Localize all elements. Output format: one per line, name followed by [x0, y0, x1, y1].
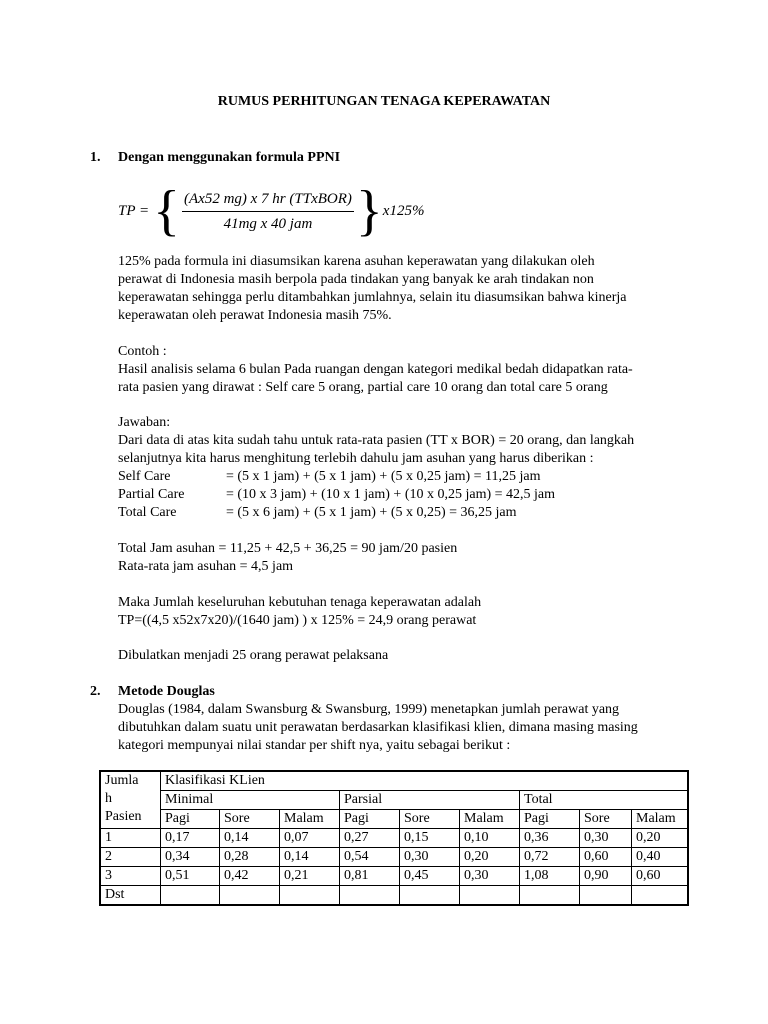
table-cell: 0,51 [161, 867, 220, 886]
table-cell [280, 886, 340, 906]
table-cell [632, 886, 689, 906]
table-header-jumlah-pasien: Jumla h Pasien [100, 771, 161, 829]
table-header-shift: Sore [400, 810, 460, 829]
contoh-label: Contoh : [118, 344, 167, 359]
table-row [100, 886, 688, 906]
document-title: RUMUS PERHITUNGAN TENAGA KEPERAWATAN [217, 94, 551, 109]
table-header-category: Total [520, 791, 689, 810]
section2-heading: Metode Douglas [118, 684, 215, 699]
table-header-category: Parsial [340, 791, 520, 810]
table-header-shift: Sore [580, 810, 632, 829]
table-cell: 0,15 [400, 829, 460, 848]
section1-number: 1. [90, 150, 101, 165]
table-cell: 0,40 [632, 848, 689, 867]
formula-fraction [182, 190, 354, 233]
table-header-category: Minimal [161, 791, 340, 810]
care-calc: = (5 x 6 jam) + (5 x 1 jam) + (5 x 0,25) = 36,25 jam [226, 505, 517, 520]
table-header-shift: Pagi [340, 810, 400, 829]
table-cell [460, 886, 520, 906]
total-line: Rata-rata jam asuhan = 4,5 jam [118, 559, 294, 574]
table-cell [520, 886, 580, 906]
care-calc: = (5 x 1 jam) + (5 x 1 jam) + (5 x 0,25 jam) = 11,25 jam [226, 469, 541, 484]
contoh-line: rata pasien yang dirawat : Self care 5 orang, partial care 10 orang dan total care 5 orang [118, 380, 608, 395]
table-cell [340, 886, 400, 906]
para1-line: 125% pada formula ini diasumsikan karena asuhan keperawatan yang dilakukan oleh [118, 254, 595, 269]
table-cell: 0,20 [460, 848, 520, 867]
table-header-shift: Malam [280, 810, 340, 829]
table-cell: 0,14 [220, 829, 280, 848]
maka-line: TP=((4,5 x52x7x20)/(1640 jam) ) x 125% = 24,9 orang perawat [118, 613, 477, 628]
table-cell: 0,81 [340, 867, 400, 886]
table-cell: 0,36 [520, 829, 580, 848]
table-cell: 0,30 [460, 867, 520, 886]
section2-line: kategori mempunyai nilai standar per shift nya, yaitu sebagai berikut : [118, 738, 511, 753]
formula-denominator: 41mg x 40 jam [223, 215, 313, 232]
table-header-shift: Pagi [520, 810, 580, 829]
table-cell: 0,42 [220, 867, 280, 886]
jawaban-label: Jawaban: [118, 415, 171, 430]
formula-lhs: TP = [118, 203, 150, 219]
table-cell: 0,30 [580, 829, 632, 848]
table-cell: 0,28 [220, 848, 280, 867]
table-cell [400, 886, 460, 906]
table-cell: 0,60 [632, 867, 689, 886]
para1-line: perawat di Indonesia masih berpola pada tindakan yang banyak ke arah tindakan non [118, 272, 594, 287]
table-cell: 1,08 [520, 867, 580, 886]
dibulatkan-line: Dibulatkan menjadi 25 orang perawat pelaksana [118, 648, 389, 663]
table-header-shift: Pagi [161, 810, 220, 829]
douglas-table [99, 770, 689, 906]
jawaban-line: Dari data di atas kita sudah tahu untuk rata-rata pasien (TT x BOR) = 20 orang, dan langkah [118, 433, 635, 448]
table-row [100, 848, 688, 867]
table-cell: 0,20 [632, 829, 689, 848]
ppni-formula [118, 180, 425, 242]
section2-number: 2. [90, 684, 101, 699]
jawaban-line: selanjutnya kita harus menghitung terlebih dahulu jam asuhan yang harus diberikan : [118, 451, 594, 466]
total-line: Total Jam asuhan = 11,25 + 42,5 + 36,25 = 90 jam/20 pasien [118, 541, 458, 556]
table-cell: 0,14 [280, 848, 340, 867]
table-cell: 0,90 [580, 867, 632, 886]
table-cell: 2 [100, 848, 161, 867]
table-row [100, 829, 688, 848]
table-cell: 0,10 [460, 829, 520, 848]
formula-numerator: (Ax52 mg) x 7 hr (TTxBOR) [182, 190, 354, 212]
table-cell [220, 886, 280, 906]
care-label: Self Care [118, 469, 171, 484]
table-cell: 0,27 [340, 829, 400, 848]
table-cell: 0,60 [580, 848, 632, 867]
table-cell: 0,30 [400, 848, 460, 867]
maka-line: Maka Jumlah keseluruhan kebutuhan tenaga keperawatan adalah [118, 595, 482, 610]
section2-line: dibutuhkan dalam suatu unit perawatan berdasarkan klasifikasi klien, dimana masing masing [118, 720, 638, 735]
table-cell: Dst [100, 886, 161, 906]
table-cell: 0,54 [340, 848, 400, 867]
table-cell: 0,07 [280, 829, 340, 848]
table-header-shift: Malam [460, 810, 520, 829]
left-brace-icon: { [153, 180, 180, 242]
right-brace-icon: } [355, 180, 383, 242]
table-cell: 0,45 [400, 867, 460, 886]
table-cell: 3 [100, 867, 161, 886]
table-header-klasifikasi: Klasifikasi KLien [161, 771, 689, 791]
care-calc: = (10 x 3 jam) + (10 x 1 jam) + (10 x 0,25 jam) = 42,5 jam [226, 487, 556, 502]
table-cell [161, 886, 220, 906]
table-cell [580, 886, 632, 906]
table-row [100, 867, 688, 886]
formula-multiplier: x125% [382, 203, 425, 219]
section1-heading: Dengan menggunakan formula PPNI [118, 150, 341, 165]
care-label: Total Care [118, 505, 177, 520]
care-label: Partial Care [118, 487, 185, 502]
table-cell: 0,21 [280, 867, 340, 886]
table-header-shift: Sore [220, 810, 280, 829]
section2-line: Douglas (1984, dalam Swansburg & Swansburg, 1999) menetapkan jumlah perawat yang [118, 702, 620, 717]
contoh-line: Hasil analisis selama 6 bulan Pada ruangan dengan kategori medikal bedah didapatkan rata- [118, 362, 633, 377]
table-cell: 0,17 [161, 829, 220, 848]
table-cell: 0,72 [520, 848, 580, 867]
table-header-shift: Malam [632, 810, 689, 829]
table-cell: 1 [100, 829, 161, 848]
para1-line: keperawatan oleh perawat Indonesia masih 75%. [118, 308, 392, 323]
para1-line: keperawatan sehingga perlu ditambahkan jumlahnya, selain itu diasumsikan bahwa kinerja [118, 290, 627, 305]
table-cell: 0,34 [161, 848, 220, 867]
